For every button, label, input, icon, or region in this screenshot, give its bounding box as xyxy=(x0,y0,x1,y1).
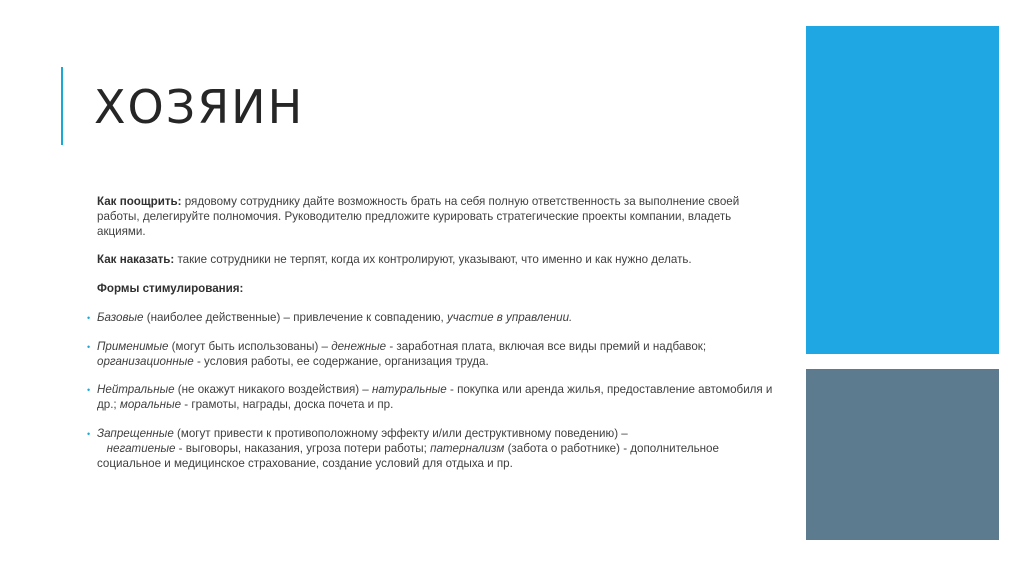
slide-content xyxy=(87,195,777,471)
slide-title: ХОЗЯИН xyxy=(94,80,305,134)
bullet-dot: • xyxy=(87,341,91,352)
bullet-basic: • Базовые (наиболее действенные) – привлечение к совпадению, участие в управлении. xyxy=(87,310,573,324)
title-accent-line xyxy=(61,67,63,145)
bullet-dot: • xyxy=(87,312,91,323)
decorative-slate-panel xyxy=(806,369,999,540)
punish-label: Как наказать: xyxy=(97,253,175,267)
encourage-text: рядовому сотруднику дайте возможность брать на себя полную ответственность за выполнение своей работы, делегируйте полномочия. Руководителю предложите курировать стратегические проекты компании, владеть акциями. xyxy=(97,195,740,238)
bullet-forbidden: • Запрещенные (могут привести к противоположному эффекту и/или деструктивному поведению) – негатиеные - выговоры, наказания, угроза потери работы; патернализм (забота о работнике) - дополнительное социальное и медицинское страхование, создание условий для отдыха и пр. xyxy=(87,426,719,470)
bullet-applicable: • Применимые (могут быть использованы) – денежные - заработная плата, включая все виды премий и надбавок; организационные - условия работы, ее содержание, организация труда. xyxy=(87,339,707,368)
forms-heading: Формы стимулирования: xyxy=(97,282,244,296)
encourage-label: Как поощрить: xyxy=(97,195,182,208)
bullet-dot: • xyxy=(87,428,91,439)
bullet-dot: • xyxy=(87,385,91,396)
bullet-neutral: • Нейтральные (не окажут никакого воздействия) – натуральные - покупка или аренда жилья, предоставление автомобиля и др.; моральные - грамоты, награды, доска почета и пр. xyxy=(87,383,773,412)
punish-paragraph xyxy=(97,253,777,268)
punish-text: такие сотрудники не терпят, когда их контролируют, указывают, что именно и как нужно делать. xyxy=(174,253,692,267)
encourage-paragraph xyxy=(97,195,777,239)
decorative-blue-panel xyxy=(806,26,999,354)
